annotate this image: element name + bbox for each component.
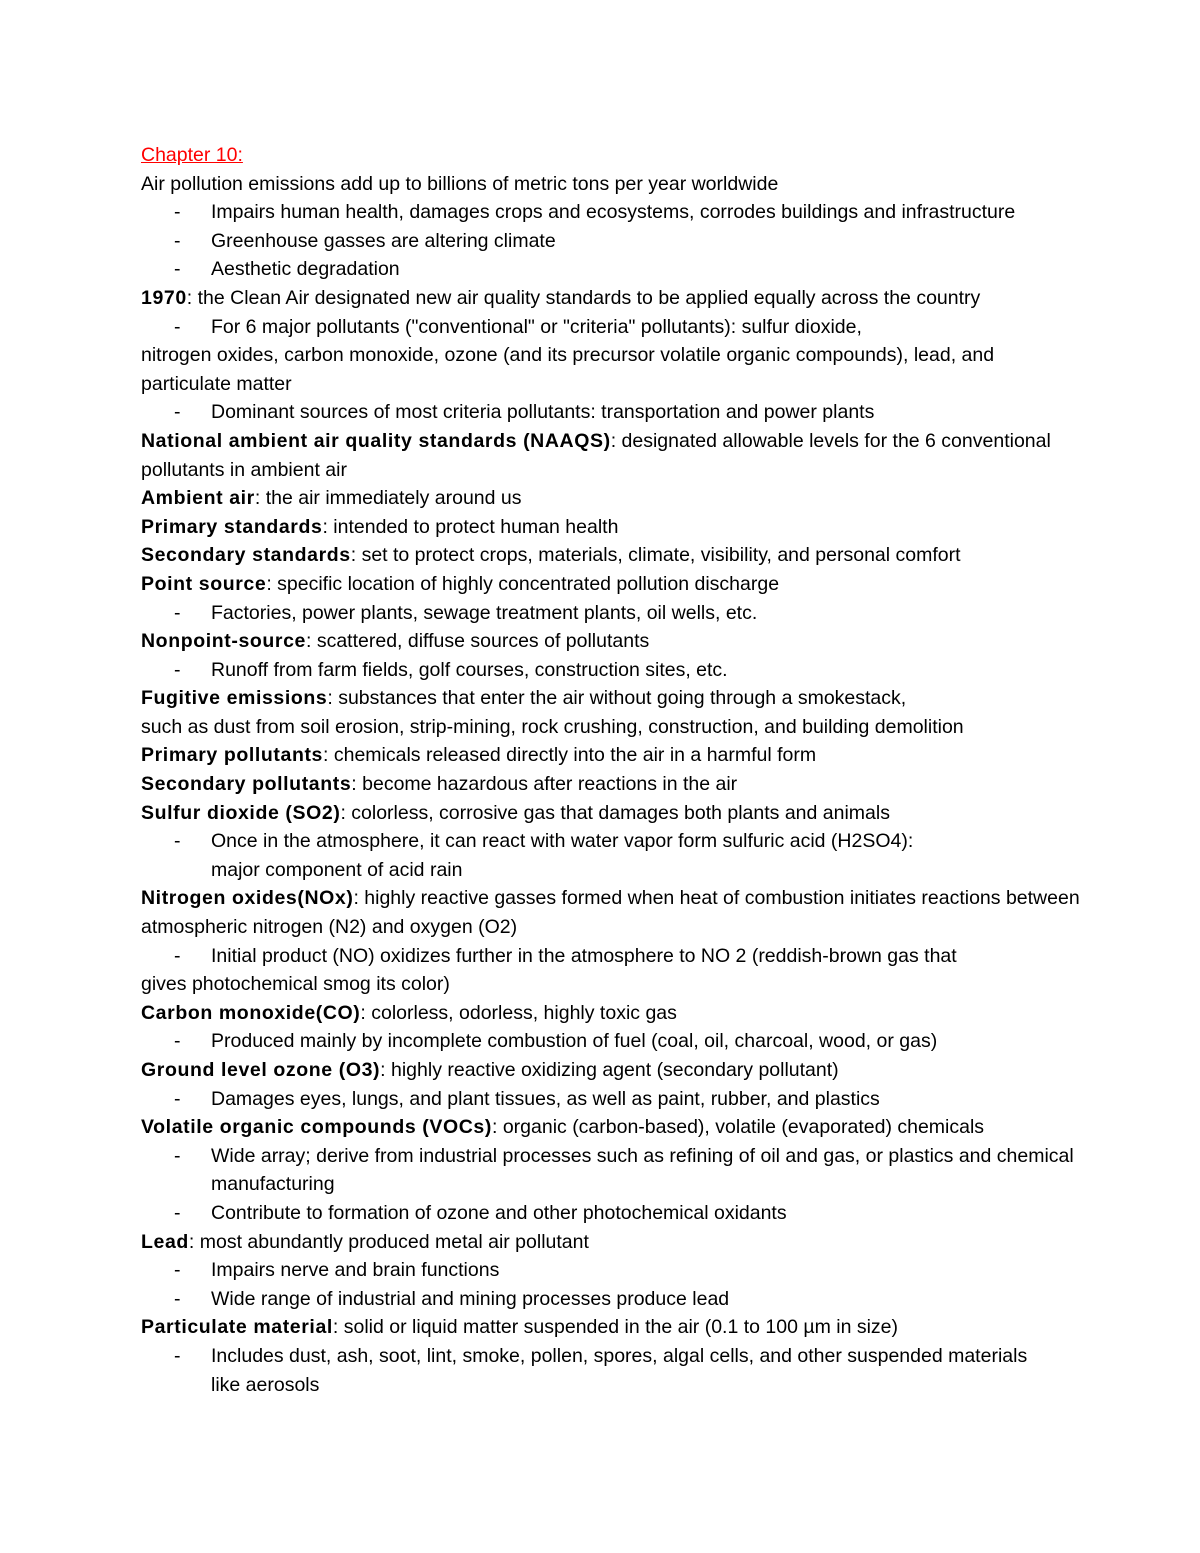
bullet-dash: -: [174, 1144, 181, 1167]
definition-line: [141, 999, 1181, 1028]
bullet-text: Aesthetic degradation: [211, 258, 400, 281]
term-label: National ambient air quality standards (NAAQS): [141, 429, 611, 452]
term-label: Primary standards: [141, 515, 323, 538]
bullet-dash: -: [174, 1087, 181, 1110]
term-label: Secondary standards: [141, 544, 351, 567]
bullet-dash: -: [174, 229, 181, 252]
bullet-text: Runoff from farm fields, golf courses, construction sites, etc.: [211, 658, 728, 681]
bullet-text: Factories, power plants, sewage treatment plants, oil wells, etc.: [211, 601, 758, 624]
line-text: nitrogen oxides, carbon monoxide, ozone (and its precursor volatile organic compounds), lead, and: [141, 344, 995, 367]
text-line: [141, 370, 1181, 399]
bullet-item: [141, 1142, 1181, 1171]
bullet-item: [141, 599, 1181, 628]
line-text: atmospheric nitrogen (N2) and oxygen (O2): [141, 916, 518, 939]
text-line: [141, 170, 1181, 199]
bullet-text: Impairs nerve and brain functions: [211, 1259, 500, 1282]
term-label: Ambient air: [141, 487, 255, 510]
bullet-text: Initial product (NO) oxidizes further in the atmosphere to NO 2 (reddish-brown gas that: [211, 944, 957, 967]
definition-text: : the air immediately around us: [254, 487, 522, 510]
bullet-continuation: [141, 1371, 1181, 1400]
definition-line: [141, 770, 1181, 799]
line-text: gives photochemical smog its color): [141, 973, 450, 996]
term-label: Lead: [141, 1230, 189, 1253]
line-text: such as dust from soil erosion, strip-mining, rock crushing, construction, and building demolition: [141, 715, 964, 738]
definition-line: [141, 513, 1181, 542]
bullet-item: [141, 1199, 1181, 1228]
definition-line: [141, 541, 1181, 570]
bullet-item: [141, 398, 1181, 427]
definition-line: [141, 1228, 1181, 1257]
continuation-text: major component of acid rain: [211, 858, 463, 881]
bullet-dash: -: [174, 1287, 181, 1310]
bullet-dash: -: [174, 1259, 181, 1282]
term-label: Nonpoint-source: [141, 630, 306, 653]
continuation-text: manufacturing: [211, 1173, 335, 1196]
definition-text: : solid or liquid matter suspended in the air (0.1 to 100 µm in size): [332, 1316, 899, 1339]
definition-line: [141, 884, 1181, 913]
bullet-item: [141, 827, 1181, 856]
term-label: Ground level ozone (O3): [141, 1059, 381, 1081]
definition-text: : colorless, odorless, highly toxic gas: [360, 1001, 677, 1024]
bullet-dash: -: [174, 401, 181, 424]
bullet-text: Contribute to formation of ozone and other photochemical oxidants: [211, 1201, 787, 1224]
definition-text: : become hazardous after reactions in the air: [351, 773, 738, 796]
definition-text: : scattered, diffuse sources of pollutants: [306, 630, 650, 653]
bullet-item: [141, 313, 1181, 342]
definition-line: [141, 1113, 1181, 1142]
text-line: [141, 713, 1181, 742]
bullet-dash: -: [174, 1030, 181, 1053]
bullet-dash: -: [174, 601, 181, 624]
text-line: [141, 341, 1181, 370]
bullet-dash: -: [174, 944, 181, 967]
definition-text: : chemicals released directly into the air in a harmful form: [323, 744, 817, 767]
bullet-text: For 6 major pollutants ("conventional" or "criteria" pollutants): sulfur dioxide,: [211, 315, 862, 338]
definition-line: [141, 484, 1181, 513]
definition-text: : intended to protect human health: [322, 515, 619, 538]
bullet-text: Produced mainly by incomplete combustion of fuel (coal, oil, charcoal, wood, or gas): [211, 1030, 938, 1053]
definition-line: [141, 427, 1181, 456]
bullet-continuation: [141, 856, 1181, 885]
definition-line: [141, 1313, 1181, 1342]
definition-text: : set to protect crops, materials, climate, visibility, and personal comfort: [350, 544, 961, 567]
bullet-text: Damages eyes, lungs, and plant tissues, as well as paint, rubber, and plastics: [211, 1087, 880, 1110]
term-label: Sulfur dioxide (SO2): [141, 801, 341, 824]
bullet-text: Wide array; derive from industrial processes such as refining of oil and gas, or plastics and chemical: [211, 1144, 1074, 1167]
definition-text: : substances that enter the air without going through a smokestack,: [327, 687, 907, 710]
bullet-dash: -: [174, 315, 181, 338]
document-page: [141, 141, 1181, 1399]
bullet-item: [141, 1085, 1181, 1114]
term-label: Volatile organic compounds (VOCs): [141, 1116, 492, 1139]
definition-line: [141, 799, 1181, 828]
line-text: pollutants in ambient air: [141, 458, 347, 481]
bullet-item: [141, 255, 1181, 284]
continuation-text: like aerosols: [211, 1373, 320, 1396]
term-label: 1970: [141, 286, 187, 309]
definition-line: [141, 741, 1181, 770]
term-label: Point source: [141, 572, 267, 595]
definition-text: : organic (carbon-based), volatile (evaporated) chemicals: [491, 1116, 985, 1139]
text-line: [141, 456, 1181, 485]
bullet-item: [141, 227, 1181, 256]
chapter-heading: Chapter 10:: [141, 144, 243, 166]
bullet-text: Greenhouse gasses are altering climate: [211, 229, 556, 252]
term-label: Fugitive emissions: [141, 687, 328, 710]
bullet-dash: -: [174, 201, 181, 224]
bullet-item: [141, 656, 1181, 685]
term-label: Nitrogen oxides(NOx): [141, 887, 354, 910]
term-label: Secondary pollutants: [141, 773, 352, 796]
definition-text: : highly reactive gasses formed when heat of combustion initiates reactions between: [353, 887, 1080, 910]
definition-line: [141, 570, 1181, 599]
definition-text: : the Clean Air designated new air quality standards to be applied equally across the country: [186, 286, 981, 309]
bullet-continuation: [141, 1170, 1181, 1199]
bullet-dash: -: [174, 830, 181, 853]
definition-text: : specific location of highly concentrated pollution discharge: [266, 572, 780, 595]
bullet-item: [141, 942, 1181, 971]
bullet-text: Dominant sources of most criteria pollutants: transportation and power plants: [211, 401, 875, 424]
bullet-item: [141, 1285, 1181, 1314]
definition-line: [141, 1056, 1181, 1085]
text-line: [141, 970, 1181, 999]
bullet-dash: -: [174, 1201, 181, 1224]
text-line: [141, 913, 1181, 942]
definition-text: : colorless, corrosive gas that damages both plants and animals: [340, 801, 890, 824]
bullet-text: Impairs human health, damages crops and ecosystems, corrodes buildings and infrastructure: [211, 201, 1016, 224]
bullet-text: Includes dust, ash, soot, lint, smoke, pollen, spores, algal cells, and other suspended materials: [211, 1344, 1028, 1367]
bullet-dash: -: [174, 658, 181, 681]
line-text: particulate matter: [141, 372, 292, 395]
bullet-item: [141, 1256, 1181, 1285]
term-label: Primary pollutants: [141, 744, 324, 767]
definition-text: : most abundantly produced metal air pollutant: [188, 1230, 589, 1253]
bullet-dash: -: [174, 1344, 181, 1367]
definition-line: [141, 284, 1181, 313]
definition-line: [141, 684, 1181, 713]
definition-text: : highly reactive oxidizing agent (secondary pollutant): [380, 1059, 839, 1081]
line-text: Air pollution emissions add up to billions of metric tons per year worldwide: [141, 172, 779, 195]
notes-body: [141, 170, 1181, 1400]
term-label: Particulate material: [141, 1316, 333, 1339]
bullet-item: [141, 1027, 1181, 1056]
definition-text: : designated allowable levels for the 6 conventional: [610, 429, 1051, 452]
bullet-item: [141, 1342, 1181, 1371]
bullet-text: Wide range of industrial and mining processes produce lead: [211, 1287, 730, 1310]
term-label: Carbon monoxide(CO): [141, 1001, 361, 1024]
bullet-text: Once in the atmosphere, it can react with water vapor form sulfuric acid (H2SO4):: [211, 830, 914, 853]
definition-line: [141, 627, 1181, 656]
bullet-dash: -: [174, 258, 181, 281]
bullet-item: [141, 198, 1181, 227]
